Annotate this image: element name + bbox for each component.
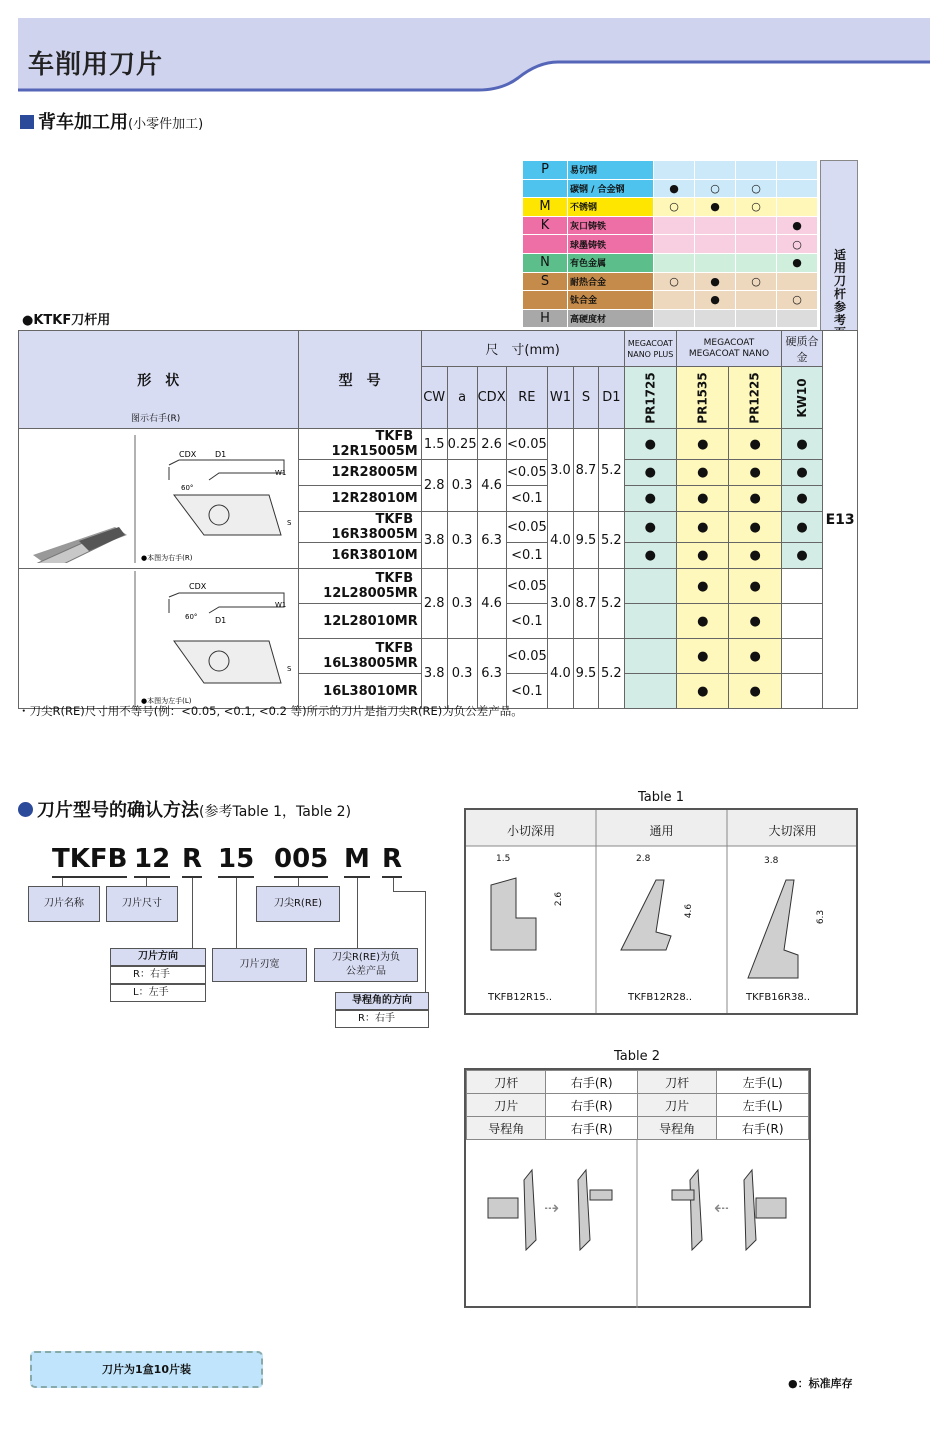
material-mark	[736, 309, 777, 328]
mark-r2-pr1535: ●	[677, 460, 729, 486]
mark-r9-pr1225: ●	[729, 674, 781, 709]
mark-r8-pr1225: ●	[729, 639, 781, 674]
table2-row	[467, 1094, 809, 1117]
material-code: K	[523, 216, 568, 235]
cdx-r2: 4.6	[477, 460, 506, 512]
box-guide-r: R：右手	[335, 1010, 429, 1028]
material-mark	[736, 235, 777, 254]
a-r6: 0.3	[447, 569, 477, 639]
re-r8: <0.05	[506, 639, 548, 674]
re-r7: <0.1	[506, 604, 548, 639]
material-mark: ○	[654, 272, 695, 291]
mark-r1-pr1725: ●	[624, 429, 676, 460]
right-hand-note: ●本图为右手(R)	[141, 553, 193, 562]
confirm-subtitle: (参考Table 1，Table 2)	[199, 804, 352, 820]
mark-r3-pr1225: ●	[729, 486, 781, 512]
legend: ●：标准库存	[788, 1377, 853, 1390]
code-part-dir: R	[182, 842, 202, 878]
material-mark: ○	[736, 272, 777, 291]
col-s: S	[573, 367, 598, 429]
table1-name-1: TKFB12R15..	[488, 992, 553, 1003]
material-row	[523, 309, 818, 328]
svg-text:CDX: CDX	[189, 581, 207, 591]
material-name: 耐热合金	[568, 272, 654, 291]
table2-cell: 左手(L)	[717, 1094, 809, 1117]
cw-r4: 3.8	[421, 512, 447, 569]
mark-r3-kw10: ●	[781, 486, 822, 512]
material-row	[523, 291, 818, 310]
material-code: N	[523, 253, 568, 272]
table2-cell: 右手(R)	[546, 1071, 638, 1094]
material-row	[523, 272, 818, 291]
mark-r3-pr1725: ●	[624, 486, 676, 512]
material-code: M	[523, 198, 568, 217]
table1-name-2: TKFB12R28..	[628, 992, 693, 1003]
left-hand-insert-drawing	[19, 571, 297, 707]
insert-table	[18, 330, 858, 709]
cdx-r1: 2.6	[477, 429, 506, 460]
model-header: 型 号	[298, 331, 421, 429]
mark-r1-pr1225: ●	[729, 429, 781, 460]
mark-r5-kw10: ●	[781, 543, 822, 569]
re-r3: <0.1	[506, 486, 548, 512]
grade-pr1535: PR1535	[677, 367, 729, 429]
mark-r4-pr1725: ●	[624, 512, 676, 543]
table1-name-3: TKFB16R38..	[746, 992, 811, 1003]
table1-w-2: 2.8	[636, 854, 651, 864]
svg-text:S: S	[287, 664, 292, 673]
table1-w-1: 1.5	[496, 854, 511, 864]
left-hand-image-cell	[19, 569, 299, 709]
material-code	[523, 179, 568, 198]
cdx-r4: 6.3	[477, 512, 506, 569]
material-mark	[654, 216, 695, 235]
model-r7: 12L28010MR	[298, 604, 421, 639]
material-code	[523, 291, 568, 310]
s-g1: 8.7	[573, 429, 598, 512]
svg-text:S: S	[287, 518, 292, 527]
svg-text:60°: 60°	[181, 483, 194, 492]
code-part-width: 15	[218, 842, 254, 878]
grade-pr1225: PR1225	[729, 367, 781, 429]
material-mark	[654, 235, 695, 254]
table2-cell: 导程角	[467, 1117, 546, 1140]
material-row	[523, 198, 818, 217]
material-name: 易切钢	[568, 161, 654, 180]
material-mark	[695, 253, 736, 272]
table2	[464, 1068, 811, 1308]
mark-r1-pr1535: ●	[677, 429, 729, 460]
material-row	[523, 235, 818, 254]
table1-w-3: 3.8	[764, 856, 779, 866]
material-mark	[654, 253, 695, 272]
w1-g3: 3.0	[548, 569, 574, 639]
mark-r6-kw10	[781, 569, 822, 604]
material-table	[522, 160, 818, 328]
box-edge-width: 刀片刃宽	[212, 948, 307, 982]
table2-cell: 右手(R)	[717, 1117, 809, 1140]
material-mark	[736, 291, 777, 310]
table2-drawing	[466, 1140, 809, 1308]
code-part-tol: M	[344, 842, 370, 878]
mark-r4-pr1225: ●	[729, 512, 781, 543]
col-cw: CW	[421, 367, 447, 429]
confirm-title	[18, 796, 351, 822]
material-mark: ○	[654, 198, 695, 217]
material-mark: ○	[695, 179, 736, 198]
material-mark	[695, 216, 736, 235]
material-mark	[695, 235, 736, 254]
table1-drawing	[466, 810, 856, 1013]
model-r5: 16R38010M	[298, 543, 421, 569]
svg-text:D1: D1	[215, 615, 227, 625]
material-mark	[777, 309, 818, 328]
holder-label: ●KTKF刀杆用	[22, 313, 111, 328]
mark-r8-kw10	[781, 639, 822, 674]
a-r2: 0.3	[447, 460, 477, 512]
table2-grid	[466, 1070, 809, 1140]
table1-header-general: 通用	[649, 824, 674, 838]
mark-r4-kw10: ●	[781, 512, 822, 543]
material-mark	[654, 309, 695, 328]
section-title	[20, 108, 203, 134]
a-r4: 0.3	[447, 512, 477, 569]
material-mark: ●	[695, 198, 736, 217]
box-direction-r: R：右手	[110, 966, 206, 984]
table2-caption: Table 2	[614, 1049, 661, 1064]
code-part-guide: R	[382, 842, 402, 878]
table2-cell: 刀杆	[467, 1071, 546, 1094]
material-mark: ○	[736, 198, 777, 217]
material-mark	[736, 161, 777, 180]
mark-r1-kw10: ●	[781, 429, 822, 460]
material-mark	[695, 161, 736, 180]
material-mark: ●	[654, 179, 695, 198]
mark-r5-pr1535: ●	[677, 543, 729, 569]
s-g4: 9.5	[573, 639, 598, 709]
cw-r2: 2.8	[421, 460, 447, 512]
right-hand-image-cell	[19, 429, 299, 569]
model-r8: TKFB 16L38005MR	[298, 639, 421, 674]
table2-cell: 右手(R)	[546, 1117, 638, 1140]
material-code: P	[523, 161, 568, 180]
re-r4: <0.05	[506, 512, 548, 543]
table2-cell: 导程角	[637, 1117, 716, 1140]
svg-text:D1: D1	[215, 449, 227, 459]
material-mark	[736, 216, 777, 235]
mark-r7-pr1225: ●	[729, 604, 781, 639]
d1-g4: 5.2	[599, 639, 624, 709]
cw-r8: 3.8	[421, 639, 447, 709]
table1-h-3: 6.3	[816, 909, 827, 925]
mark-r6-pr1225: ●	[729, 569, 781, 604]
section-title-text: 背车加工用	[38, 112, 128, 133]
table2-cell: 刀杆	[637, 1071, 716, 1094]
material-mark: ●	[777, 216, 818, 235]
table1-header-small: 小切深用	[506, 824, 555, 838]
re-r9: <0.1	[506, 674, 548, 709]
material-mark	[777, 179, 818, 198]
grade-group-nano-plus: MEGACOAT NANO PLUS	[624, 331, 676, 367]
s-g3: 8.7	[573, 569, 598, 639]
col-a: a	[447, 367, 477, 429]
model-r9: 16L38010MR	[298, 674, 421, 709]
material-mark	[777, 161, 818, 180]
right-hand-insert-drawing	[19, 435, 297, 563]
table2-cell: 刀片	[467, 1094, 546, 1117]
mark-r7-kw10	[781, 604, 822, 639]
material-row	[523, 161, 818, 180]
material-code: H	[523, 309, 568, 328]
col-d1: D1	[599, 367, 624, 429]
mark-r3-pr1535: ●	[677, 486, 729, 512]
w1-g2: 4.0	[548, 512, 574, 569]
material-mark: ●	[695, 291, 736, 310]
reference-page: E13	[823, 331, 858, 709]
square-bullet-icon	[20, 115, 34, 129]
confirm-title-text: 刀片型号的确认方法	[37, 800, 199, 821]
mark-r9-pr1535: ●	[677, 674, 729, 709]
d1-g1: 5.2	[599, 429, 624, 512]
material-name: 灰口铸铁	[568, 216, 654, 235]
material-code	[523, 235, 568, 254]
material-name: 钛合金	[568, 291, 654, 310]
cdx-r6: 4.6	[477, 569, 506, 639]
table2-cell: 左手(L)	[717, 1071, 809, 1094]
code-part-name: TKFB	[52, 842, 127, 878]
svg-text:⇢: ⇢	[544, 1198, 560, 1219]
model-r2: 12R28005M	[298, 460, 421, 486]
col-w1: W1	[548, 367, 574, 429]
table1-caption: Table 1	[638, 790, 685, 805]
mark-r5-pr1225: ●	[729, 543, 781, 569]
material-mark: ○	[777, 291, 818, 310]
cdx-r8: 6.3	[477, 639, 506, 709]
mark-r9-pr1725	[624, 674, 676, 709]
mark-r2-pr1225: ●	[729, 460, 781, 486]
mark-r7-pr1535: ●	[677, 604, 729, 639]
material-mark	[695, 309, 736, 328]
mark-r9-kw10	[781, 674, 822, 709]
dims-header: 尺 寸(mm)	[421, 331, 624, 367]
reference-page-label: 适用刀杆参考	[833, 248, 846, 327]
material-name: 碳钢 / 合金钢	[568, 179, 654, 198]
box-insert-size: 刀片尺寸	[106, 886, 178, 922]
bullet-icon	[18, 802, 33, 817]
shape-header-text: 形 状	[137, 372, 180, 389]
material-mark: ○	[736, 179, 777, 198]
mark-r8-pr1725	[624, 639, 676, 674]
table2-row	[467, 1071, 809, 1094]
box-insert-name: 刀片名称	[28, 886, 100, 922]
cw-r6: 2.8	[421, 569, 447, 639]
code-part-size: 12	[134, 842, 170, 878]
mark-r4-pr1535: ●	[677, 512, 729, 543]
model-r1: TKFB 12R15005M	[298, 429, 421, 460]
box-direction-title: 刀片方向	[110, 948, 206, 966]
table1-h-1: 2.6	[554, 891, 565, 907]
svg-text:W1: W1	[275, 600, 287, 609]
w1-g4: 4.0	[548, 639, 574, 709]
material-mark	[777, 272, 818, 291]
model-r6: TKFB 12L28005MR	[298, 569, 421, 604]
re-r6: <0.05	[506, 569, 548, 604]
shape-header-sub: 图示右手(R)	[131, 414, 181, 424]
material-mark: ●	[695, 272, 736, 291]
grade-group-carbide: 硬质合金	[781, 331, 822, 367]
mark-r2-pr1725: ●	[624, 460, 676, 486]
grade-kw10: KW10	[781, 367, 822, 429]
table2-cell: 右手(R)	[546, 1094, 638, 1117]
material-mark	[777, 198, 818, 217]
a-r1: 0.25	[447, 429, 477, 460]
material-mark: ○	[777, 235, 818, 254]
pack-note: 刀片为1盒10片装	[30, 1351, 263, 1388]
material-name: 有色金属	[568, 253, 654, 272]
s-g2: 9.5	[573, 512, 598, 569]
a-r8: 0.3	[447, 639, 477, 709]
col-re: RE	[506, 367, 548, 429]
box-direction-l: L：左手	[110, 984, 206, 1002]
code-part-nose: 005	[274, 842, 328, 878]
table1-header-large: 大切深用	[768, 824, 817, 838]
section-subtitle: (小零件加工)	[128, 117, 204, 132]
col-cdx: CDX	[477, 367, 506, 429]
re-r1: <0.05	[506, 429, 548, 460]
cw-r1: 1.5	[421, 429, 447, 460]
grade-pr1725: PR1725	[624, 367, 676, 429]
material-row	[523, 216, 818, 235]
re-r5: <0.1	[506, 543, 548, 569]
footnote: ・刀尖R(RE)尺寸用不等号(例：<0.05, <0.1, <0.2 等)所示的刀片是指刀尖R(RE)为负公差产品。	[18, 704, 523, 718]
svg-text:W1: W1	[275, 468, 287, 477]
material-name: 高硬度材	[568, 309, 654, 328]
svg-text:60°: 60°	[185, 612, 198, 621]
grade-group-megacoat: MEGACOAT MEGACOAT NANO	[677, 331, 782, 367]
w1-g1: 3.0	[548, 429, 574, 512]
model-r3: 12R28010M	[298, 486, 421, 512]
re-r2: <0.05	[506, 460, 548, 486]
material-row	[523, 253, 818, 272]
material-mark: ●	[777, 253, 818, 272]
mark-r5-pr1725: ●	[624, 543, 676, 569]
d1-g2: 5.2	[599, 512, 624, 569]
material-name: 球墨铸铁	[568, 235, 654, 254]
table1	[464, 808, 858, 1015]
table2-cell: 刀片	[637, 1094, 716, 1117]
material-mark	[736, 253, 777, 272]
page-title: 车削用刀片	[28, 50, 164, 80]
material-code: S	[523, 272, 568, 291]
svg-text:⇠: ⇠	[714, 1198, 730, 1219]
material-mark	[654, 291, 695, 310]
material-mark	[654, 161, 695, 180]
mark-r6-pr1535: ●	[677, 569, 729, 604]
box-nose-negative: 刀尖R(RE)为负公差产品	[314, 948, 418, 982]
svg-text:CDX: CDX	[179, 449, 197, 459]
material-name: 不锈钢	[568, 198, 654, 217]
table1-h-2: 4.6	[684, 903, 695, 919]
table2-row	[467, 1117, 809, 1140]
shape-header	[19, 331, 299, 429]
left-hand-note: ●本图为左手(L)	[141, 696, 192, 705]
mark-r2-kw10: ●	[781, 460, 822, 486]
material-row	[523, 179, 818, 198]
d1-g3: 5.2	[599, 569, 624, 639]
mark-r8-pr1535: ●	[677, 639, 729, 674]
mark-r6-pr1725	[624, 569, 676, 604]
model-r4: TKFB 16R38005M	[298, 512, 421, 543]
box-nose-radius: 刀尖R(RE)	[256, 886, 340, 922]
mark-r7-pr1725	[624, 604, 676, 639]
box-guide-title: 导程角的方向	[335, 992, 429, 1010]
